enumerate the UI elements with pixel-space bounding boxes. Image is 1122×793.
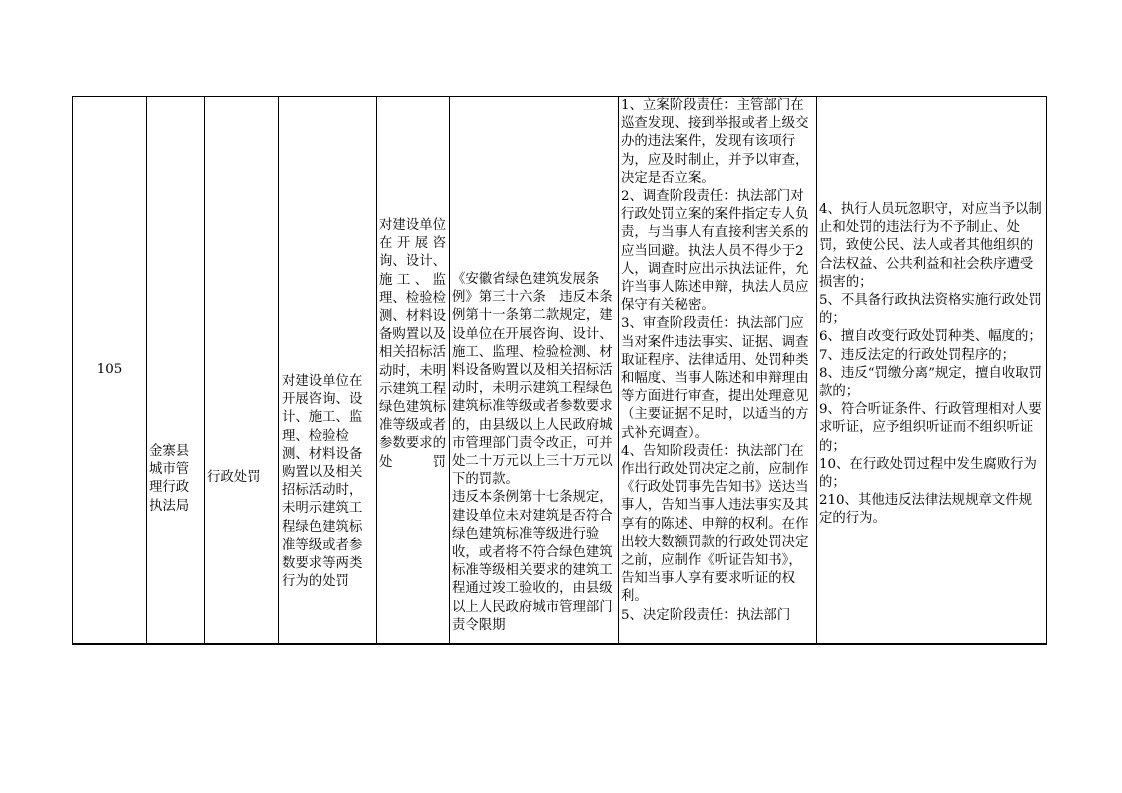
responsibility-item: 4、告知阶段责任：执法部门在作出行政处罚决定之前，应制作《行政处罚事先告知书》送达当事人，告知当事人违法事实及其享有的陈述、申辩的权利。在作出较大数额罚款的行政处罚决定之前，应制作《听证告知书》，告知当事人享有要求听证的权利。: [621, 443, 809, 605]
row-number-cell: [73, 97, 147, 645]
accountability-item: 9、符合听证条件、行政管理相对人要求听证，应予组织听证而不组织听证的；: [819, 402, 1042, 454]
category-cell: [205, 97, 279, 645]
accountability-item: 7、违反法定的行政处罚程序的；: [819, 347, 1015, 363]
item-conditions: 对建设单位在开展咨询、设计、施工、监理、检验检测、材料设备购置以及相关招标活动时，未明示建筑工程绿色建筑标准等级或者参数要求的处罚: [379, 218, 446, 470]
responsibility-item: 1、立案阶段责任：主管部门在巡查发现、接到举报或者上级交办的违法案件，发现有该项行为，应及时制止，并予以审查，决定是否立案。: [621, 98, 809, 186]
row-number: 105: [96, 361, 123, 377]
conditions-cell: [377, 97, 450, 645]
accountability-item: 4、执行人员玩忽职守，对应当予以制止和处罚的违法行为不予制止、处罚，致使公民、法人或者其他组织的合法权益、公共利益和社会秩序遭受损害的；: [819, 202, 1042, 290]
legal-basis: [452, 271, 616, 643]
accountability-item: 10、在行政处罚过程中发生腐败行为的；: [819, 456, 1037, 491]
department-cell: [147, 97, 205, 645]
responsibility-item: 5、决定阶段责任：执法部门: [621, 607, 791, 623]
item-name-cell: [279, 97, 377, 645]
item-name: 对建设单位在开展咨询、设计、施工、监理、检验检测、材料设备购置以及相关招标活动时，未明示建筑工程绿色建筑标准等级或者参数要求等两类行为的处罚: [282, 374, 363, 590]
responsibility-cell: [619, 97, 817, 645]
legal-basis-paragraph: 违反本条例第十七条规定，建设单位未对建筑是否符合绿色建筑标准等级进行验收，或者将不符合绿色建筑标准等级相关要求的建筑工程通过竣工验收的，由县级以上人民政府城市管理部门责令限期: [452, 490, 613, 633]
legal-basis-cell: [450, 97, 619, 645]
power-category: 行政处罚: [207, 470, 261, 485]
responsibility-list: [621, 97, 814, 643]
accountability-item: 8、违反“罚缴分离”规定，擅自收取罚款的；: [819, 365, 1043, 400]
responsibility-item: 2、调查阶段责任：执法部门对行政处罚立案的案件指定专人负责，与当事人有直接利害关系的应当回避。执法人员不得少于2人，调查时应出示执法证件，允许当事人陈述申辩，执法人员应保守有关秘密。: [621, 189, 809, 314]
accountability-item: 210、其他违反法律法规规章文件规定的行为。: [819, 493, 1033, 527]
accountability-item: 6、擅自改变行政处罚种类、幅度的；: [819, 329, 1042, 345]
department-name: 金寨县城市管理行政执法局: [149, 444, 190, 514]
legal-basis-paragraph: 《安徽省绿色建筑发展条例》第三十六条 违反本条例第十一条第二款规定，建设单位在开展咨询、设计、施工、监理、检验检测、材料设备购置以及相关招标活动时，未明示建筑工程绿色建筑标准等级或者参数要求的，由县级以上人民政府城市管理部门责令改正，可并处二十万元以上三十万元以下的罚款。: [452, 272, 613, 488]
table-row: [73, 97, 1047, 645]
power-list-table: [72, 96, 1047, 645]
accountability-cell: [817, 97, 1047, 645]
accountability-item: 5、不具备行政执法资格实施行政处罚的；: [819, 293, 1042, 327]
responsibility-item: 3、审查阶段责任：执法部门应当对案件违法事实、证据、调查取证程序、法律适用、处罚种类和幅度、当事人陈述和申辩理由等方面进行审查，提出处理意见（主要证据不足时，以适当的方式补充调查）。: [621, 316, 809, 441]
accountability-list: [819, 201, 1044, 529]
